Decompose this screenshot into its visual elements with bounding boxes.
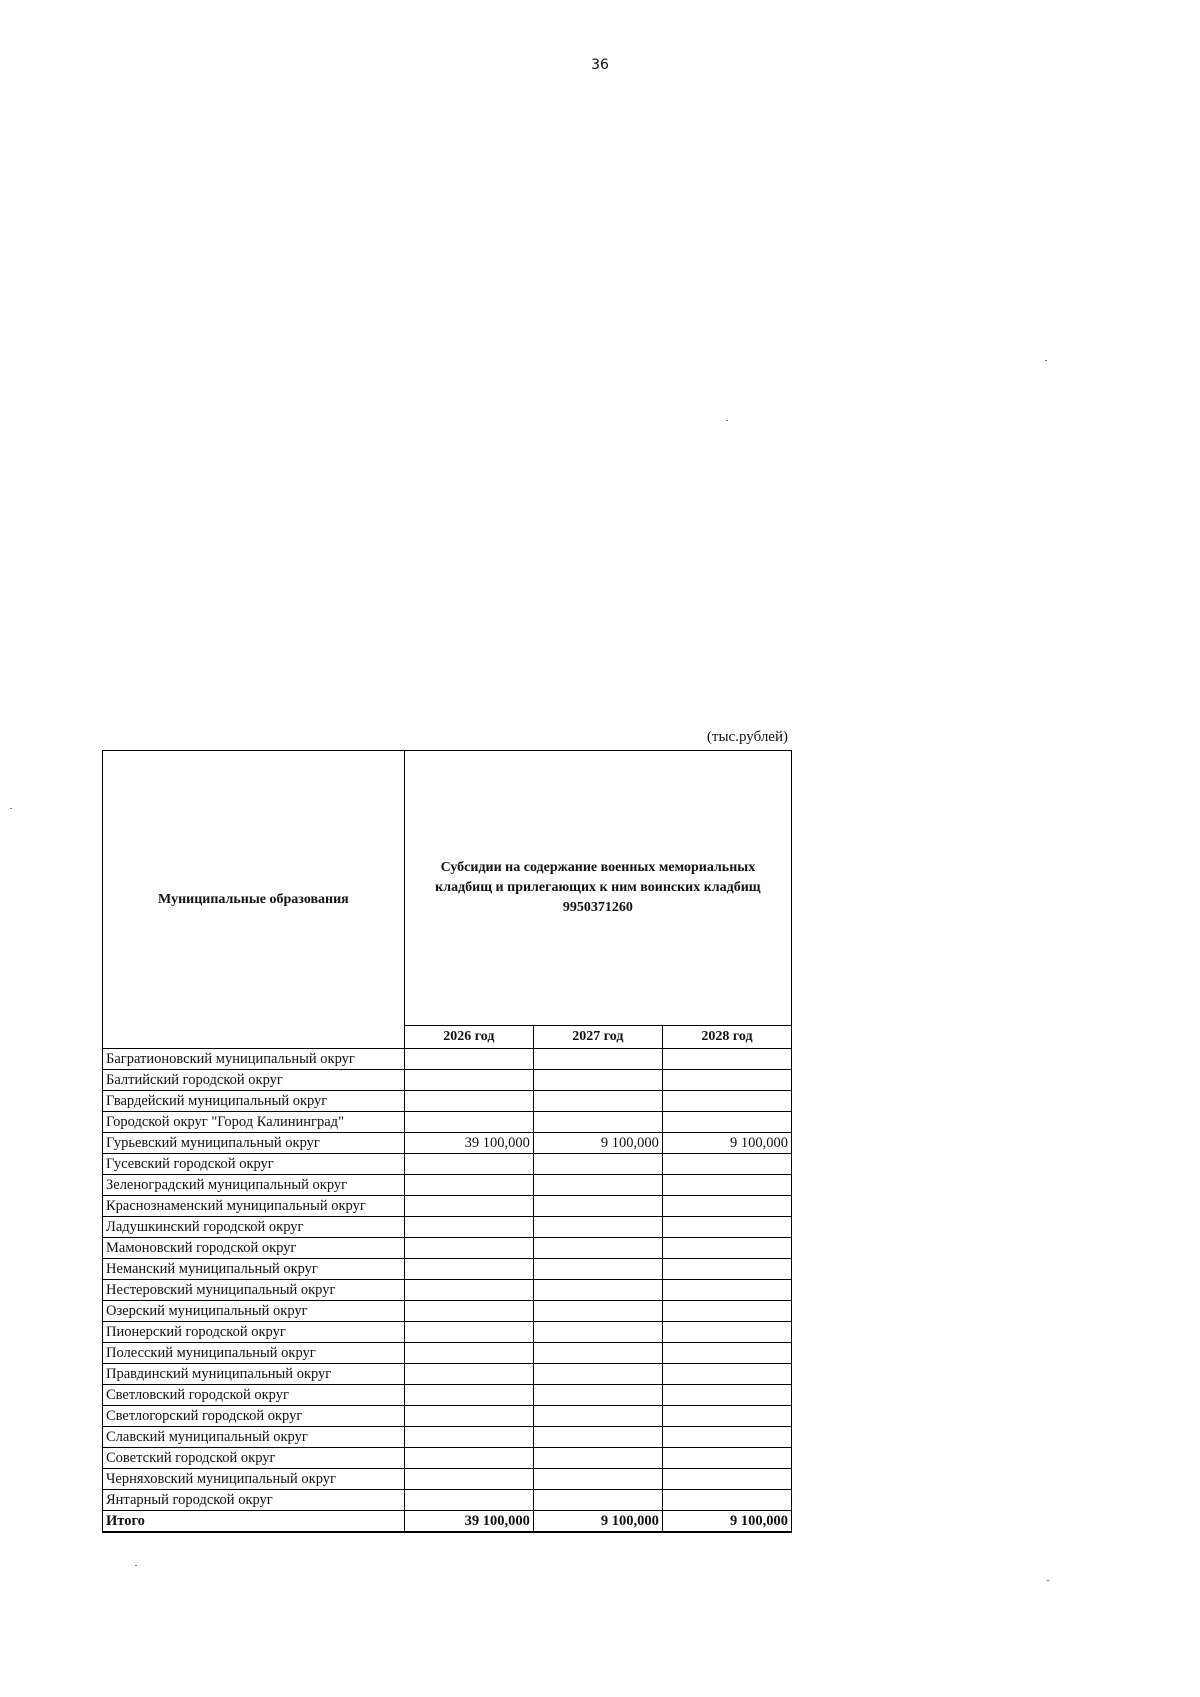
table-row <box>103 1448 792 1469</box>
amount-2027 <box>533 1343 662 1364</box>
amount-2028 <box>662 1196 791 1217</box>
amount-2026 <box>404 1343 533 1364</box>
municipality-name: Янтарный городской округ <box>103 1490 405 1511</box>
amount-2027 <box>533 1385 662 1406</box>
amount-2028 <box>662 1322 791 1343</box>
municipality-name: Правдинский муниципальный округ <box>103 1364 405 1385</box>
amount-2026 <box>404 1175 533 1196</box>
table-row <box>103 1343 792 1364</box>
table-body <box>103 1049 792 1533</box>
amount-2027 <box>533 1238 662 1259</box>
amount-2027 <box>533 1427 662 1448</box>
year-header-2027: 2027 год <box>533 1026 662 1049</box>
table-row <box>103 1406 792 1427</box>
municipality-name: Озерский муниципальный округ <box>103 1301 405 1322</box>
amount-2027: 9 100,000 <box>533 1511 662 1533</box>
subsidy-header-line2: кладбищ и прилегающих к ним воинских кладбищ <box>435 880 761 896</box>
amount-2028: 9 100,000 <box>662 1133 791 1154</box>
scan-speck <box>135 1565 137 1566</box>
amount-2026 <box>404 1217 533 1238</box>
table-row <box>103 1049 792 1070</box>
scan-speck <box>10 808 12 809</box>
subsidy-header-code: 9950371260 <box>562 900 633 916</box>
table-row <box>103 1070 792 1091</box>
municipality-name: Зеленоградский муниципальный округ <box>103 1175 405 1196</box>
table-row <box>103 1385 792 1406</box>
amount-2027 <box>533 1196 662 1217</box>
municipality-name: Неманский муниципальный округ <box>103 1259 405 1280</box>
amount-2028 <box>662 1280 791 1301</box>
amount-2027 <box>533 1217 662 1238</box>
municipality-name: Славский муниципальный округ <box>103 1427 405 1448</box>
amount-2026 <box>404 1385 533 1406</box>
table-row <box>103 1490 792 1511</box>
amount-2028 <box>662 1154 791 1175</box>
scan-speck <box>1047 1580 1049 1581</box>
amount-2028 <box>662 1112 791 1133</box>
amount-2026 <box>404 1280 533 1301</box>
table-row <box>103 1301 792 1322</box>
amount-2028 <box>662 1238 791 1259</box>
amount-2026 <box>404 1112 533 1133</box>
amount-2026 <box>404 1091 533 1112</box>
total-label: Итого <box>103 1511 405 1533</box>
amount-2027 <box>533 1280 662 1301</box>
table-row <box>103 1091 792 1112</box>
amount-2026: 39 100,000 <box>404 1511 533 1533</box>
municipality-name: Советский городской округ <box>103 1448 405 1469</box>
amount-2026 <box>404 1490 533 1511</box>
amount-2027 <box>533 1364 662 1385</box>
amount-2028 <box>662 1427 791 1448</box>
amount-2026 <box>404 1196 533 1217</box>
amount-2028 <box>662 1091 791 1112</box>
subsidy-header-line1: Субсидии на содержание военных мемориальных <box>440 860 756 876</box>
municipality-name: Гурьевский муниципальный округ <box>103 1133 405 1154</box>
amount-2027 <box>533 1154 662 1175</box>
amount-2028 <box>662 1406 791 1427</box>
table-row <box>103 1280 792 1301</box>
table-row <box>103 1469 792 1490</box>
table-row <box>103 1133 792 1154</box>
amount-2027 <box>533 1301 662 1322</box>
municipality-name: Светлогорский городской округ <box>103 1406 405 1427</box>
amount-2028 <box>662 1364 791 1385</box>
amount-2027 <box>533 1112 662 1133</box>
page-number: 36 <box>591 57 609 73</box>
amount-2026 <box>404 1427 533 1448</box>
municipality-name: Городской округ "Город Калининград" <box>103 1112 405 1133</box>
table-row <box>103 1364 792 1385</box>
municipality-name: Краснознаменский муниципальный округ <box>103 1196 405 1217</box>
amount-2028 <box>662 1490 791 1511</box>
amount-2027 <box>533 1490 662 1511</box>
table-row <box>103 1427 792 1448</box>
amount-2026 <box>404 1049 533 1070</box>
year-header-2026: 2026 год <box>404 1026 533 1049</box>
amount-2026 <box>404 1322 533 1343</box>
amount-2028 <box>662 1259 791 1280</box>
amount-2028 <box>662 1343 791 1364</box>
amount-2027 <box>533 1091 662 1112</box>
amount-2028 <box>662 1070 791 1091</box>
year-header-2028: 2028 год <box>662 1026 791 1049</box>
scan-speck <box>726 420 728 421</box>
table-row <box>103 1322 792 1343</box>
amount-2027 <box>533 1049 662 1070</box>
table-row <box>103 1196 792 1217</box>
table-row <box>103 1238 792 1259</box>
table-row <box>103 1259 792 1280</box>
table-row <box>103 1112 792 1133</box>
amount-2026 <box>404 1364 533 1385</box>
amount-2028: 9 100,000 <box>662 1511 791 1533</box>
municipality-name: Гвардейский муниципальный округ <box>103 1091 405 1112</box>
subsidy-column-header <box>404 751 791 1026</box>
municipality-column-header: Муниципальные образования <box>103 751 405 1049</box>
amount-2027 <box>533 1322 662 1343</box>
amount-2026 <box>404 1448 533 1469</box>
total-row <box>103 1511 792 1533</box>
amount-2026 <box>404 1406 533 1427</box>
amount-2028 <box>662 1175 791 1196</box>
amount-2028 <box>662 1448 791 1469</box>
municipality-name: Балтийский городской округ <box>103 1070 405 1091</box>
table-row <box>103 1175 792 1196</box>
amount-2027 <box>533 1070 662 1091</box>
scan-speck <box>1045 360 1047 361</box>
amount-2028 <box>662 1469 791 1490</box>
amount-2027: 9 100,000 <box>533 1133 662 1154</box>
municipality-name: Ладушкинский городской округ <box>103 1217 405 1238</box>
amount-2028 <box>662 1301 791 1322</box>
amount-2026 <box>404 1154 533 1175</box>
amount-2028 <box>662 1049 791 1070</box>
amount-2026: 39 100,000 <box>404 1133 533 1154</box>
units-label: (тыс.рублей) <box>706 729 788 745</box>
municipality-name: Черняховский муниципальный округ <box>103 1469 405 1490</box>
amount-2027 <box>533 1406 662 1427</box>
amount-2027 <box>533 1175 662 1196</box>
amount-2027 <box>533 1448 662 1469</box>
municipality-name: Пионерский городской округ <box>103 1322 405 1343</box>
table-row <box>103 1154 792 1175</box>
amount-2026 <box>404 1469 533 1490</box>
municipality-name: Мамоновский городской округ <box>103 1238 405 1259</box>
amount-2027 <box>533 1469 662 1490</box>
amount-2027 <box>533 1259 662 1280</box>
municipality-name: Гусевский городской округ <box>103 1154 405 1175</box>
table-row <box>103 1217 792 1238</box>
municipality-name: Полесский муниципальный округ <box>103 1343 405 1364</box>
amount-2026 <box>404 1259 533 1280</box>
amount-2028 <box>662 1217 791 1238</box>
subsidy-table <box>102 750 792 1533</box>
municipality-name: Багратионовский муниципальный округ <box>103 1049 405 1070</box>
amount-2026 <box>404 1301 533 1322</box>
municipality-name: Нестеровский муниципальный округ <box>103 1280 405 1301</box>
amount-2026 <box>404 1070 533 1091</box>
municipality-name: Светловский городской округ <box>103 1385 405 1406</box>
amount-2028 <box>662 1385 791 1406</box>
amount-2026 <box>404 1238 533 1259</box>
